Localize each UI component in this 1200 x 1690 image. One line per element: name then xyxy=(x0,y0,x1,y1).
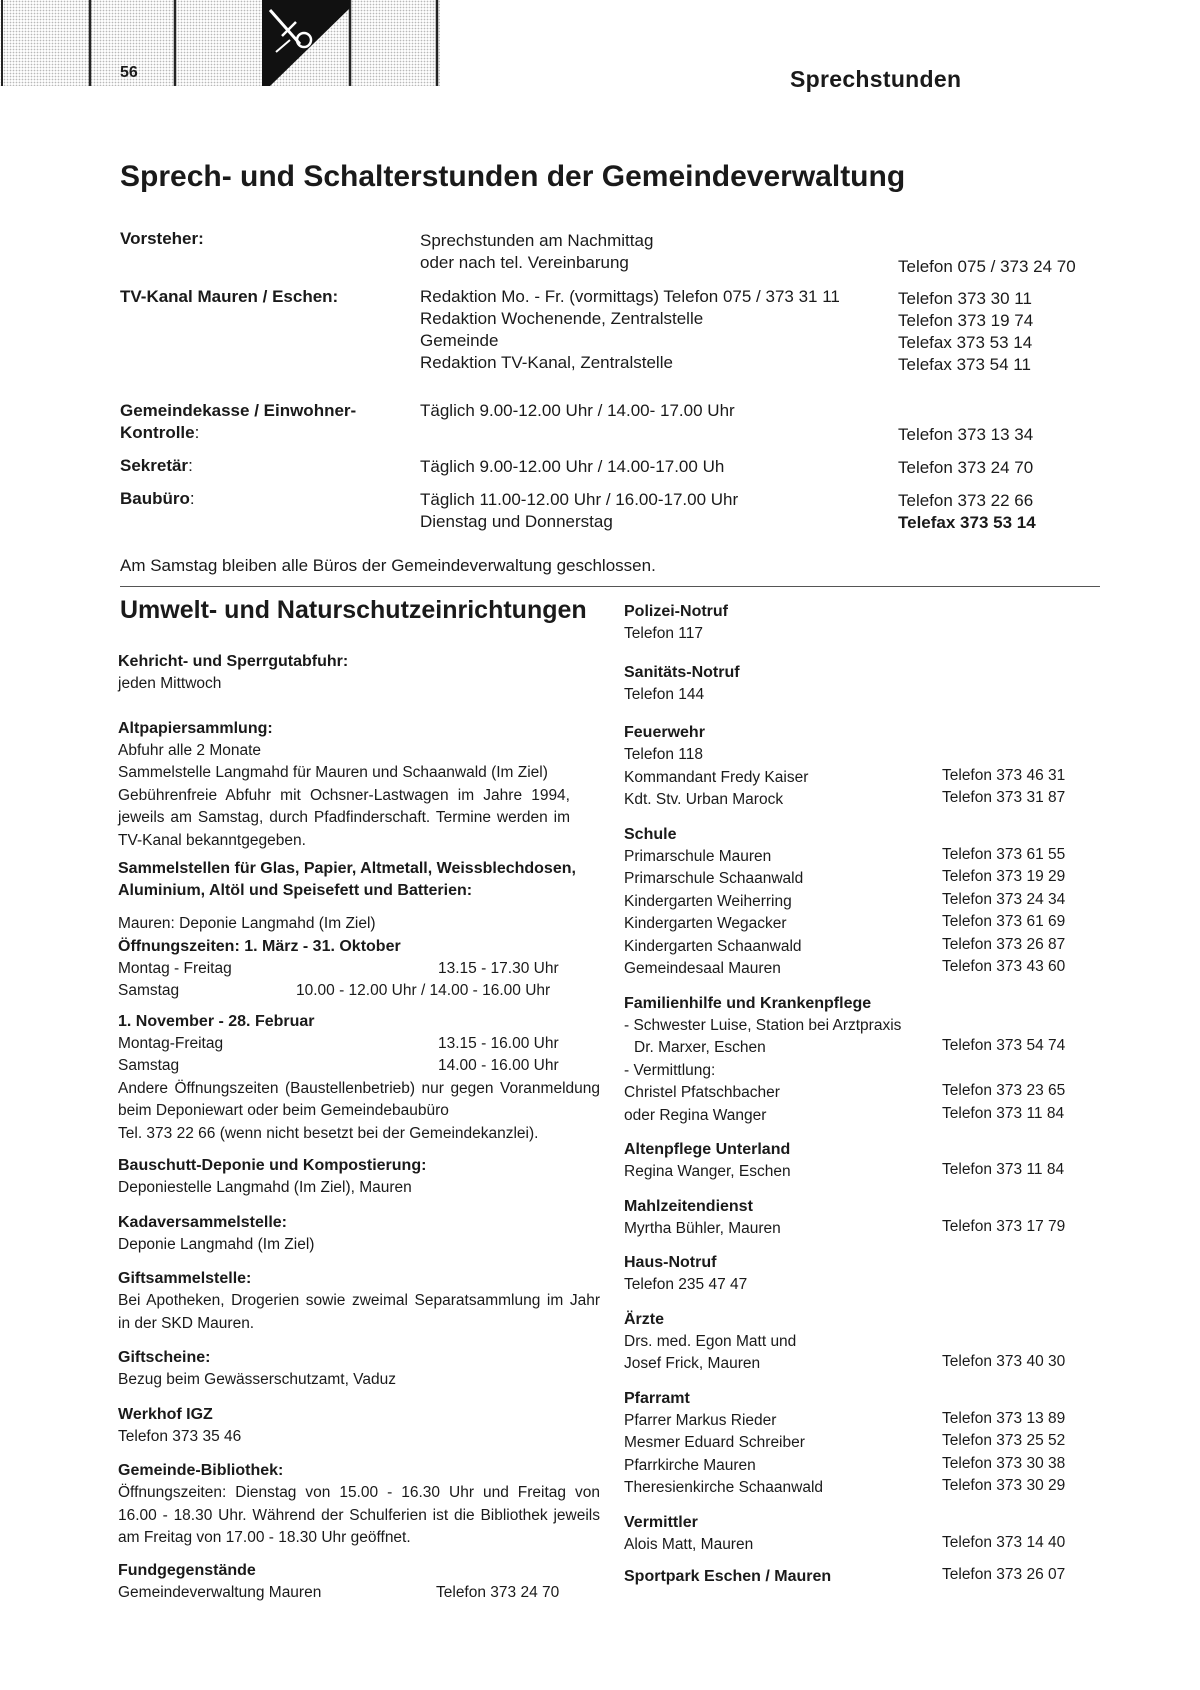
mahlzeiten-heading: Mahlzeitendienst xyxy=(624,1197,753,1215)
giftsammel-text: Bei Apotheken, Drogerien sowie zweimal Separatsammlung im Jahr in der SKD Mauren. xyxy=(118,1292,600,1332)
schule-row: Gemeindesaal Mauren Telefon 373 43 60 xyxy=(624,958,1066,977)
pfarramt-row: Theresienkirche Schaanwald Telefon 373 30 29 xyxy=(624,1477,1066,1496)
kadaver-text: Deponie Langmahd (Im Ziel) xyxy=(118,1235,315,1253)
kasse-hours: Täglich 9.00-12.00 Uhr / 14.00- 17.00 Uhr xyxy=(420,401,735,420)
giftscheine-heading: Giftscheine: xyxy=(118,1349,211,1366)
aerzte-heading: Ärzte xyxy=(624,1310,665,1328)
sanitaet-phone: Telefon 144 xyxy=(624,685,705,703)
familie-row: Dr. Marxer, Eschen Telefon 373 54 74 xyxy=(634,1037,1066,1056)
tv-line: Gemeinde xyxy=(420,331,499,350)
baubuero-phone: Telefon 373 22 66 xyxy=(898,491,1034,510)
schule-row: Primarschule Mauren Telefon 373 61 55 xyxy=(624,845,1066,865)
familie-text: - Schwester Luise, Station bei Arztpraxis xyxy=(624,1016,902,1034)
polizei-phone: Telefon 117 xyxy=(624,625,703,642)
altpapier-heading: Altpapiersammlung: xyxy=(118,719,273,737)
sammelstellen-place: Mauren: Deponie Langmahd (Im Ziel) xyxy=(118,915,376,932)
kadaver-heading: Kadaversammelstelle: xyxy=(118,1213,287,1231)
running-head: Sprechstunden xyxy=(790,66,962,92)
schule-row: Kindergarten Weiherring Telefon 373 24 34 xyxy=(624,890,1066,910)
sanitaet-heading: Sanitäts-Notruf xyxy=(624,663,740,681)
summer-weekday-row: Montag - Freitag 13.15 - 17.30 Uhr xyxy=(118,959,559,977)
tv-label: TV-Kanal Mauren / Eschen: xyxy=(120,287,339,306)
winter-weekday-row: Montag-Freitag 13.15 - 16.00 Uhr xyxy=(118,1034,559,1052)
polizei-heading: Polizei-Notruf xyxy=(624,603,728,620)
hausnotruf-phone: Telefon 235 47 47 xyxy=(624,1276,748,1293)
summer-saturday-row: Samstag 10.00 - 12.00 Uhr / 14.00 - 16.00 Uhr xyxy=(118,982,551,999)
familie-row: oder Regina Wanger Telefon 373 11 84 xyxy=(624,1104,1065,1124)
giftsammel-heading: Giftsammelstelle: xyxy=(118,1270,252,1287)
bibliothek-heading: Gemeinde-Bibliothek: xyxy=(118,1462,284,1479)
other-hours-text: Andere Öffnungszeiten (Baustellenbetrieb) nur gegen Voranmeldung beim Deponiewart oder beim Gemeindebaubüro xyxy=(118,1079,600,1119)
winter-hours-heading: 1. November - 28. Februar xyxy=(118,1012,315,1030)
winter-saturday-row: Samstag 14.00 - 16.00 Uhr xyxy=(118,1057,559,1074)
aerzte-row: Josef Frick, Mauren Telefon 373 40 30 xyxy=(624,1353,1066,1372)
summer-hours-heading: Öffnungszeiten: 1. März - 31. Oktober xyxy=(118,937,401,955)
page-number: 56 xyxy=(120,64,138,81)
mahlzeiten-row: Myrtha Bühler, Mauren Telefon 373 17 79 xyxy=(624,1217,1066,1237)
bauschutt-text: Deponiestelle Langmahd (Im Ziel), Mauren xyxy=(118,1179,412,1196)
werkhof-phone: Telefon 373 35 46 xyxy=(118,1427,242,1445)
tv-phone: Telefax 373 54 11 xyxy=(898,355,1031,374)
baubuero-days: Dienstag und Donnerstag xyxy=(420,512,613,531)
tv-phone: Telefon 373 30 11 xyxy=(898,289,1032,308)
baubuero-fax: Telefax 373 53 14 xyxy=(898,513,1036,532)
baubuero-label: Baubüro: xyxy=(120,489,195,508)
pfarramt-heading: Pfarramt xyxy=(624,1389,690,1407)
schule-row: Kindergarten Schaanwald Telefon 373 26 87 xyxy=(624,935,1066,955)
section-title: Umwelt- und Naturschutzeinrichtungen xyxy=(120,596,587,624)
bibliothek-text: Öffnungszeiten: Dienstag von 15.00 - 16.30 Uhr und Freitag von 16.00 - 18.30 Uhr. Während der Schulferien ist die Bibliothek jeweils am Freitag von 17.00 - 18.30 Uhr geöffnet. xyxy=(118,1484,600,1546)
section-divider xyxy=(120,586,1100,587)
feuerwehr-row: Kdt. Stv. Urban Marock Telefon 373 31 87 xyxy=(624,789,1066,808)
sekretaer-label: Sekretär: xyxy=(120,456,193,475)
schule-row: Kindergarten Wegacker Telefon 373 61 69 xyxy=(624,913,1066,932)
fund-row: Gemeindeverwaltung Mauren Telefon 373 24 70 xyxy=(118,1583,560,1601)
werkhof-heading: Werkhof IGZ xyxy=(118,1405,213,1423)
familie-row: Christel Pfatschbacher Telefon 373 23 65 xyxy=(624,1082,1066,1101)
vermittler-heading: Vermittler xyxy=(624,1513,698,1531)
altenpflege-heading: Altenpflege Unterland xyxy=(624,1141,791,1158)
hausnotruf-heading: Haus-Notruf xyxy=(624,1254,717,1271)
sportpark-row: Sportpark Eschen / Mauren Telefon 373 26 07 xyxy=(624,1566,1066,1585)
feuerwehr-phone: Telefon 118 xyxy=(624,746,703,763)
vermittler-row: Alois Matt, Mauren Telefon 373 14 40 xyxy=(624,1533,1066,1553)
baubuero-hours: Täglich 11.00-12.00 Uhr / 16.00-17.00 Uhr xyxy=(420,490,739,509)
services-column xyxy=(624,601,1094,1589)
schule-heading: Schule xyxy=(624,825,677,843)
pfarramt-row: Mesmer Eduard Schreiber Telefon 373 25 52 xyxy=(624,1432,1066,1451)
kasse-phone: Telefon 373 13 34 xyxy=(898,425,1034,444)
deponie-phone: Tel. 373 22 66 (wenn nicht besetzt bei der Gemeindekanzlei). xyxy=(118,1124,539,1142)
altpapier-text: Sammelstelle Langmahd für Mauren und Schaanwald (Im Ziel) xyxy=(118,764,548,781)
tv-line: Redaktion TV-Kanal, Zentralstelle xyxy=(420,353,673,372)
vorsteher-label: Vorsteher: xyxy=(120,229,204,248)
pfarramt-row: Pfarrer Markus Rieder Telefon 373 13 89 xyxy=(624,1409,1066,1429)
altpapier-paragraph: Gebührenfreie Abfuhr mit Ochsner-Lastwagen im Jahre 1994, jeweils am Samstag, durch Pfadfinderschaft. Termine werden im TV-Kanal bekanntgegeben. xyxy=(118,786,570,849)
altpapier-text: Abfuhr alle 2 Monate xyxy=(118,741,262,759)
sammelstellen-heading: Sammelstellen für Glas, Papier, Altmetall, Weissblechdosen, xyxy=(118,860,576,877)
familie-text: - Vermittlung: xyxy=(624,1061,716,1079)
tv-line: Redaktion Mo. - Fr. (vormittags) Telefon 075 / 373 31 11 xyxy=(420,287,840,306)
tv-line: Redaktion Wochenende, Zentralstelle xyxy=(420,309,704,328)
kasse-label-2: Kontrolle: xyxy=(120,423,200,442)
kasse-label: Gemeindekasse / Einwohner- xyxy=(120,401,357,420)
feuerwehr-heading: Feuerwehr xyxy=(624,724,705,741)
fund-heading: Fundgegenstände xyxy=(118,1561,256,1579)
familie-heading: Familienhilfe und Krankenpflege xyxy=(624,994,872,1012)
closed-note: Am Samstag bleiben alle Büros der Gemeindeverwaltung geschlossen. xyxy=(120,556,656,575)
schule-row: Primarschule Schaanwald Telefon 373 19 29 xyxy=(624,868,1066,887)
kehricht-text: jeden Mittwoch xyxy=(118,675,222,692)
sammelstellen-heading: Aluminium, Altöl und Speisefett und Batterien: xyxy=(118,882,473,899)
pfarramt-row: Pfarrkirche Mauren Telefon 373 30 38 xyxy=(624,1454,1066,1474)
tv-phone: Telefon 373 19 74 xyxy=(898,311,1034,330)
vorsteher-phone: Telefon 075 / 373 24 70 xyxy=(898,257,1076,276)
vorsteher-line1: Sprechstunden am Nachmittag xyxy=(420,231,654,250)
header-graphic xyxy=(0,0,440,86)
page-title: Sprech- und Schalterstunden der Gemeindeverwaltung xyxy=(120,160,906,193)
aerzte-text: Drs. med. Egon Matt und xyxy=(624,1332,797,1350)
altenpflege-row: Regina Wanger, Eschen Telefon 373 11 84 xyxy=(624,1161,1065,1180)
sekretaer-phone: Telefon 373 24 70 xyxy=(898,458,1034,477)
tv-phone: Telefax 373 53 14 xyxy=(898,333,1033,352)
feuerwehr-row: Kommandant Fredy Kaiser Telefon 373 46 31 xyxy=(624,766,1066,786)
bauschutt-heading: Bauschutt-Deponie und Kompostierung: xyxy=(118,1157,427,1174)
sekretaer-hours: Täglich 9.00-12.00 Uhr / 14.00-17.00 Uh xyxy=(420,457,725,476)
environment-column xyxy=(118,651,598,1604)
giftscheine-text: Bezug beim Gewässerschutzamt, Vaduz xyxy=(118,1371,396,1388)
vorsteher-line2: oder nach tel. Vereinbarung xyxy=(420,253,629,272)
kehricht-heading: Kehricht- und Sperrgutabfuhr: xyxy=(118,653,349,670)
